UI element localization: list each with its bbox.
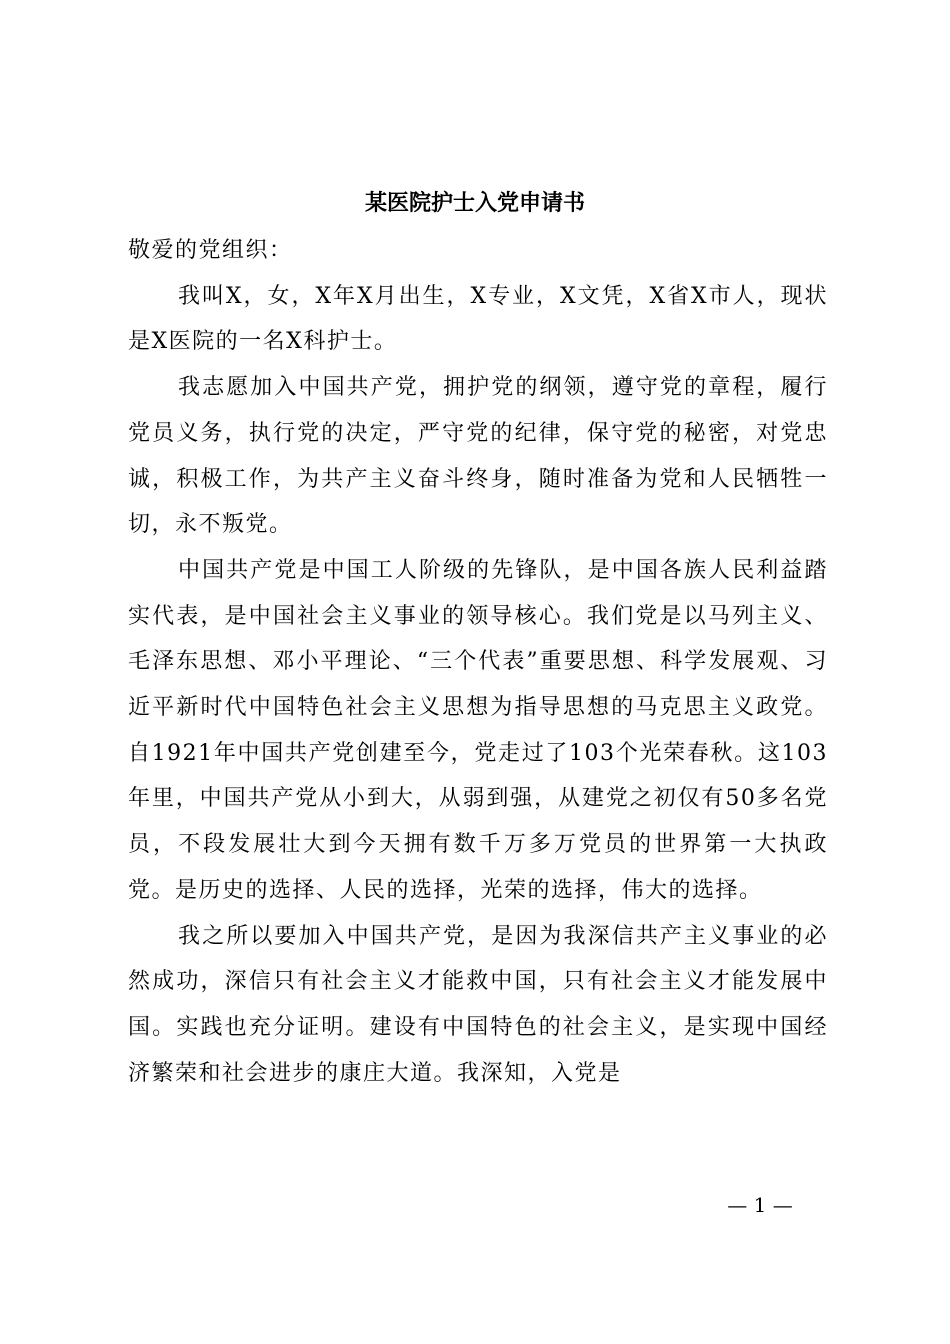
paragraph-personal-info: 我叫X，女，X年X月出生，X专业，X文凭，X省X市人，现状是X医院的一名X科护士。 (128, 283, 828, 355)
page-number: — 1 — (727, 1193, 793, 1217)
paragraph-motivation: 我之所以要加入中国共产党，是因为我深信共产主义事业的必然成功，深信只有社会主义才能救中国，只有社会主义才能发展中国。实践也充分证明。建设有中国特色的社会主义，是实现中国经济繁荣和社会进步的康庄大道。我深知，入党是 (128, 923, 828, 1086)
document-title: 某医院护士入党申请书 (364, 190, 585, 216)
paragraph-party-history: 中国共产党是中国工人阶级的先锋队，是中国各族人民利益踏实代表，是中国社会主义事业的领导核心。我们党是以马列主义、毛泽东思想、邓小平理论、“三个代表”重要思想、科学发展观、习近平新时代中国特色社会主义思想为指导思想的马克思主义政党。自1921年中国共产党创建至今，党走过了103个光荣春秋。这103年里，中国共产党从小到大，从弱到强，从建党之初仅有50多名党员，不段发展壮大到今天拥有数千万多万党员的世界第一大执政党。是历史的选择、人民的选择，光荣的选择，伟大的选择。 (128, 557, 828, 903)
salutation: 敬爱的党组织： (128, 238, 293, 263)
paragraph-pledge: 我志愿加入中国共产党，拥护党的纲领，遵守党的章程，履行党员义务，执行党的决定，严守党的纪律，保守党的秘密，对党忠诚，积极工作，为共产主义奋斗终身，随时准备为党和人民牺牲一切，永不叛党。 (128, 375, 828, 538)
document-body (128, 228, 828, 1096)
